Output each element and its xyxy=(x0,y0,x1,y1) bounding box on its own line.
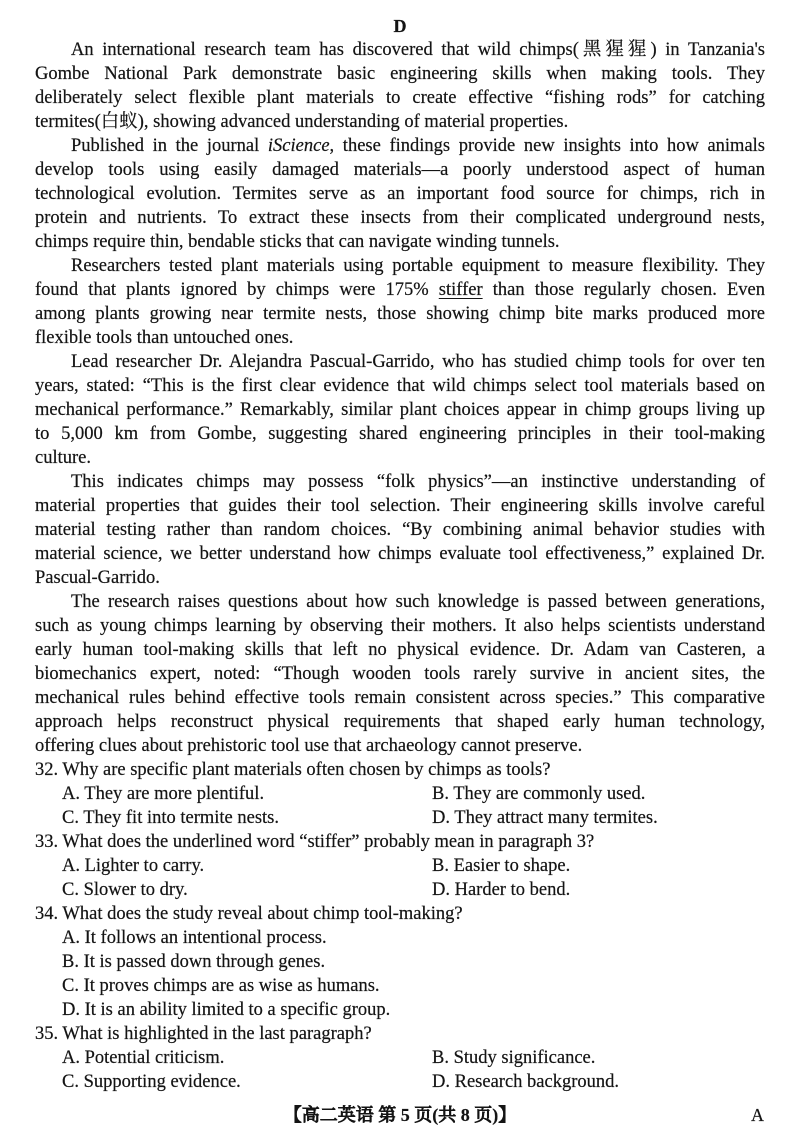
options-row xyxy=(35,854,765,878)
passage-line: culture. xyxy=(35,448,91,468)
options-row xyxy=(35,1046,765,1070)
option-b: B. They are commonly used. xyxy=(432,784,646,804)
section-title: D xyxy=(393,16,407,36)
line-text: , these findings provide new insights into how animals xyxy=(329,136,765,156)
question-32 xyxy=(35,758,765,830)
option-a: A. Lighter to carry. xyxy=(62,856,205,876)
option-a: A. They are more plentiful. xyxy=(62,784,265,804)
passage-line: mechanical rules behind effective tools remain consistent across species.” This comparative xyxy=(35,688,765,708)
passage-line: biomechanics expert, noted: “Though wooden tools rarely survive in ancient sites, the xyxy=(35,664,765,684)
option-b: B. Study significance. xyxy=(432,1048,596,1068)
question-stem: 35. What is highlighted in the last paragraph? xyxy=(35,1024,372,1044)
passage-paragraph-5 xyxy=(35,470,765,590)
line-text: than those regularly chosen. Even xyxy=(482,280,765,300)
passage-line: termites(白蚁), showing advanced understanding of material properties. xyxy=(35,112,569,132)
page-number-label: 【高二英语 第 5 页(共 8 页)】 xyxy=(283,1105,517,1125)
option-a: A. Potential criticism. xyxy=(62,1048,225,1068)
question-33 xyxy=(35,830,765,902)
passage-paragraph-1 xyxy=(35,38,765,134)
passage-line: technological evolution. Termites serve as an important food source for chimps, rich in xyxy=(35,184,765,204)
passage-line: This indicates chimps may possess “folk physics”—an instinctive understanding of xyxy=(71,472,765,492)
option-d: D. Research background. xyxy=(432,1072,619,1092)
paper-version: A xyxy=(751,1105,764,1125)
passage-line: develop tools using easily damaged materials—a poorly understood aspect of human xyxy=(35,160,765,180)
question-stem: 34. What does the study reveal about chimp tool-making? xyxy=(35,904,463,924)
options-row xyxy=(35,806,765,830)
option-d: D. It is an ability limited to a specific group. xyxy=(62,1000,391,1020)
passage-line: offering clues about prehistoric tool use that archaeology cannot preserve. xyxy=(35,736,583,756)
passage-line: approach helps reconstruct physical requirements that shaped early human technology, xyxy=(35,712,765,732)
passage-line: among plants growing near termite nests, those showing chimp bite marks produced more xyxy=(35,304,765,324)
passage-line: protein and nutrients. To extract these insects from their complicated underground nests, xyxy=(35,208,765,228)
option-c: C. They fit into termite nests. xyxy=(62,808,280,828)
passage-line: to 5,000 km from Gombe, suggesting shared engineering principles in their tool-making xyxy=(35,424,765,444)
page-footer xyxy=(0,1103,800,1127)
passage-paragraph-4 xyxy=(35,350,765,470)
passage-line: Lead researcher Dr. Alejandra Pascual-Garrido, who has studied chimp tools for over ten xyxy=(71,352,765,372)
question-list xyxy=(35,758,765,1094)
options-row xyxy=(35,878,765,902)
passage-line: years, stated: “This is the first clear evidence that wild chimps select tool materials based on xyxy=(35,376,765,396)
option-c: C. Slower to dry. xyxy=(62,880,188,900)
passage-line: The research raises questions about how such knowledge is passed between generations, xyxy=(71,592,765,612)
question-stem: 33. What does the underlined word “stiffer” probably mean in paragraph 3? xyxy=(35,832,595,852)
passage-line xyxy=(35,278,765,302)
passage-paragraph-3 xyxy=(35,254,765,350)
passage-line: early human tool-making skills that left no physical evidence. Dr. Adam van Casteren, a xyxy=(35,640,765,660)
passage-line xyxy=(35,134,765,158)
passage-paragraph-6 xyxy=(35,590,765,758)
option-d: D. They attract many termites. xyxy=(432,808,658,828)
options-row xyxy=(35,1070,765,1094)
passage-line: Researchers tested plant materials using portable equipment to measure flexibility. They xyxy=(71,256,765,276)
line-text: found that plants ignored by chimps were 175% xyxy=(35,280,439,300)
question-34 xyxy=(35,902,765,1022)
options-row xyxy=(35,782,765,806)
option-c: C. Supporting evidence. xyxy=(62,1072,241,1092)
passage-line: deliberately select flexible plant materials to create effective “fishing rods” for catching xyxy=(35,88,765,108)
reading-passage xyxy=(35,38,765,758)
question-35 xyxy=(35,1022,765,1094)
passage-line: Gombe National Park demonstrate basic engineering skills when making tools. They xyxy=(35,64,765,84)
passage-line: chimps require thin, bendable sticks that can navigate winding tunnels. xyxy=(35,232,560,252)
journal-name: iScience xyxy=(267,136,330,156)
passage-line: such as young chimps learning by observing their mothers. It also helps scientists understand xyxy=(35,616,765,636)
option-b: B. It is passed down through genes. xyxy=(62,952,326,972)
line-text: Published in the journal xyxy=(71,136,268,156)
option-a: A. It follows an intentional process. xyxy=(62,928,327,948)
passage-line: material science, we better understand how chimps evaluate tool effectiveness,” explained Dr. xyxy=(35,544,765,564)
question-stem: 32. Why are specific plant materials often chosen by chimps as tools? xyxy=(35,760,551,780)
underlined-word: stiffer xyxy=(438,280,483,300)
passage-line: material testing rather than random choices. “By combining animal behavior studies with xyxy=(35,520,765,540)
passage-line: mechanical performance.” Remarkably, similar plant choices appear in chimp groups living up xyxy=(35,400,765,420)
option-c: C. It proves chimps are as wise as humans. xyxy=(62,976,380,996)
passage-line: Pascual-Garrido. xyxy=(35,568,160,588)
passage-line: An international research team has discovered that wild chimps(黑猩猩) in Tanzania's xyxy=(71,40,765,60)
passage-line: material properties that guides their tool selection. Their engineering skills involve careful xyxy=(35,496,765,516)
option-b: B. Easier to shape. xyxy=(432,856,571,876)
passage-paragraph-2 xyxy=(35,134,765,254)
passage-line: flexible tools than untouched ones. xyxy=(35,328,294,348)
option-d: D. Harder to bend. xyxy=(432,880,571,900)
